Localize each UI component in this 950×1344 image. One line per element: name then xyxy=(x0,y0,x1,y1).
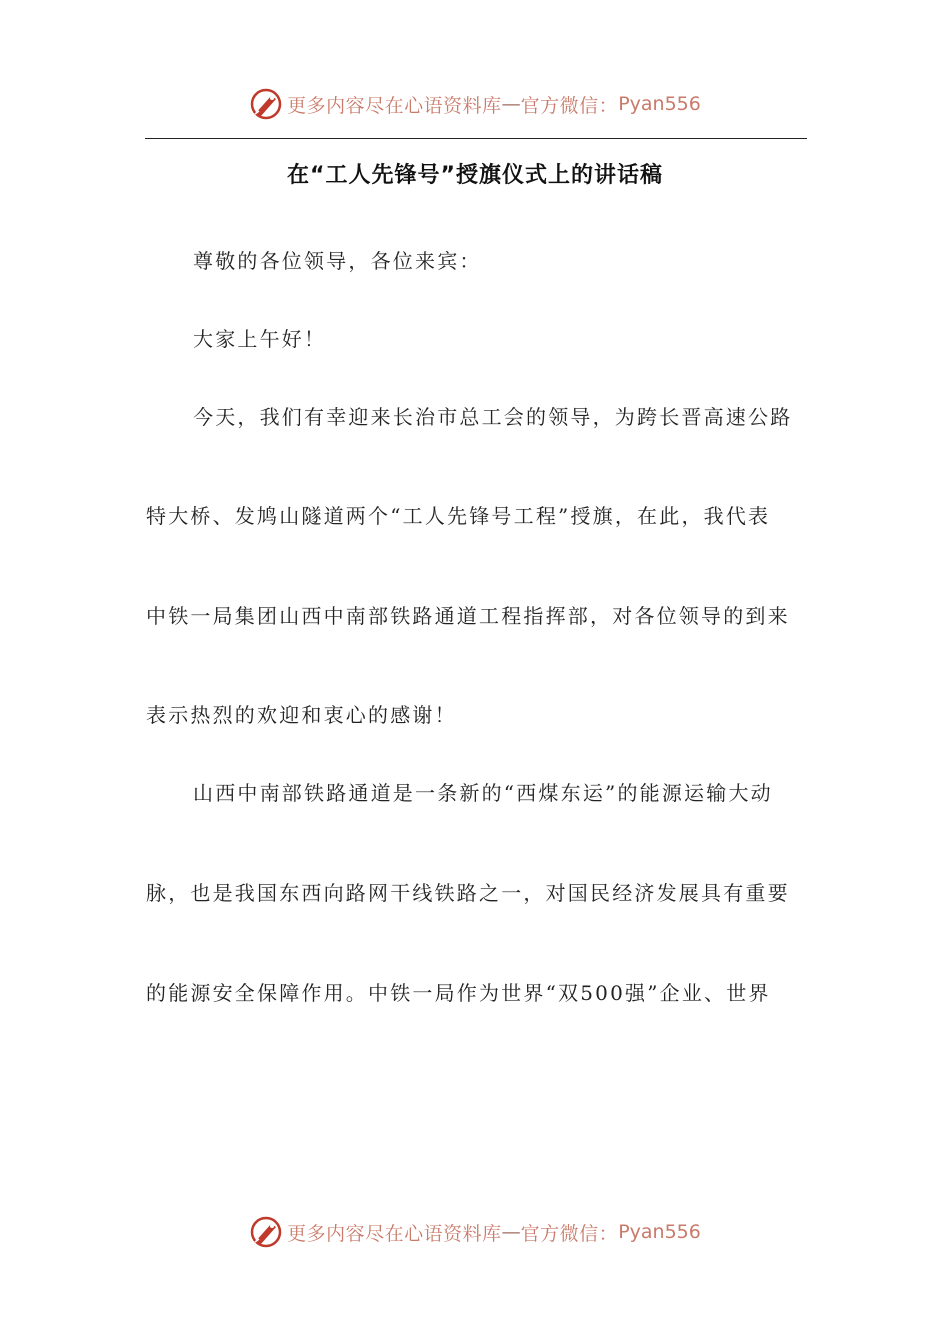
banner-account-label: 官方微信： xyxy=(520,1222,619,1245)
banner-account-id: Pyan556 xyxy=(618,1221,701,1243)
paragraph-line: 脉，也是我国东西向路网干线铁路之一，对国民经济发展具有重要 xyxy=(146,881,790,905)
paragraph-line: 尊敬的各位领导，各位来宾： xyxy=(193,249,482,273)
paragraph-line: 特大桥、发鸠山隧道两个“工人先锋号工程”授旗，在此，我代表 xyxy=(146,504,771,528)
banner-brand-text: 更多内容尽在心语资料库 xyxy=(287,1222,502,1245)
pen-nib-logo-icon xyxy=(249,1215,283,1249)
header-divider xyxy=(145,138,807,139)
banner-separator: — xyxy=(501,1221,521,1243)
document-title: 在“工人先锋号”授旗仪式上的讲话稿 xyxy=(287,163,663,188)
banner-account-label: 官方微信： xyxy=(520,94,619,117)
pen-nib-logo-icon xyxy=(249,87,283,121)
footer-banner xyxy=(0,1210,950,1254)
paragraph-line: 今天，我们有幸迎来长治市总工会的领导，为跨长晋高速公路 xyxy=(193,405,793,429)
paragraph-line: 大家上午好！ xyxy=(193,327,327,351)
paragraph-line: 的能源安全保障作用。中铁一局作为世界“双500强”企业、世界 xyxy=(146,981,771,1005)
paragraph-line: 表示热烈的欢迎和衷心的感谢！ xyxy=(146,703,457,727)
banner-account-id: Pyan556 xyxy=(618,93,701,115)
header-banner xyxy=(0,82,950,126)
paragraph-line: 山西中南部铁路通道是一条新的“西煤东运”的能源运输大动 xyxy=(193,781,773,805)
paragraph-line: 中铁一局集团山西中南部铁路通道工程指挥部，对各位领导的到来 xyxy=(146,604,790,628)
banner-brand-text: 更多内容尽在心语资料库 xyxy=(287,94,502,117)
banner-separator: — xyxy=(501,93,521,115)
